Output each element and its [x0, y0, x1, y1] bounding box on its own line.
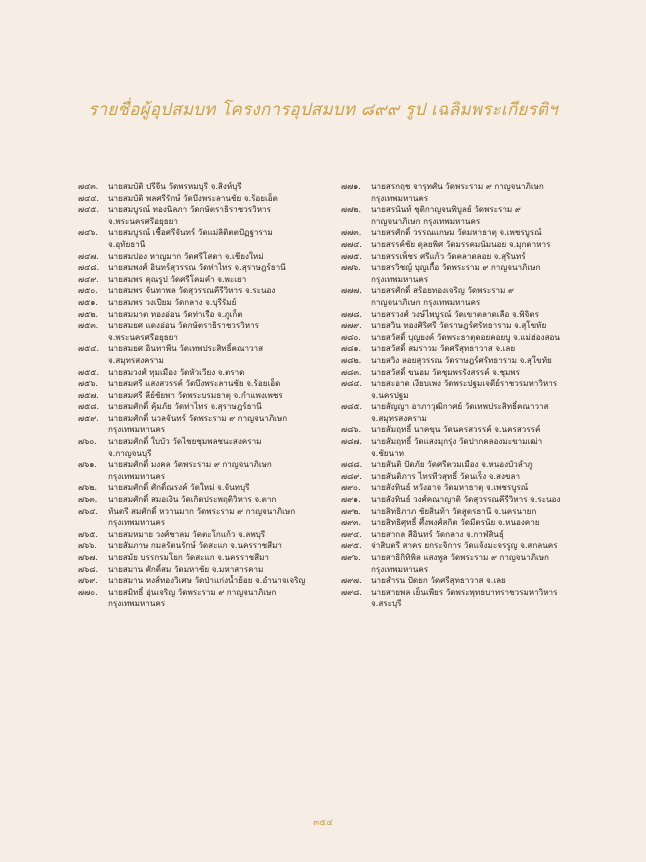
entry-line: กาญจนาภิเษก กรุงเทพมหานคร — [371, 296, 481, 307]
entry-line: นายสมมาต ทองอ่อน วัดท่าเรือ จ.ภูเก็ต — [108, 308, 243, 319]
entry-number: ๗๔๖. — [78, 227, 98, 238]
entry-number: ๗๕๔. — [78, 343, 99, 354]
entry-text — [371, 587, 601, 610]
entry-text — [108, 401, 330, 413]
entry-text — [371, 355, 601, 367]
list-item — [341, 181, 601, 204]
list-item — [78, 309, 330, 321]
entry-number: ๗๘๙. — [341, 470, 362, 481]
entry-text — [371, 251, 601, 263]
entry-line: นายสัญญา อาภาวุฒิกาศย์ วัดเทพประสิทธิ์คณาวาส — [371, 401, 549, 412]
list-item — [78, 343, 330, 366]
entry-text — [371, 471, 601, 483]
entry-line: นายสมศรี ลีย์ชัยพา วัดพระบรมธาตุ จ.กำแพงเพชร — [108, 389, 283, 400]
entry-text — [371, 401, 601, 424]
entry-text — [371, 575, 601, 587]
entry-line: กรุงเทพมหานคร — [371, 192, 429, 203]
entry-line: กรุงเทพมหานคร — [108, 517, 166, 528]
entry-line: จ.พระนครศรีอยุธยา — [108, 215, 178, 226]
entry-line: นายสันติ ปัดภัย วัดศรีตวมเมือง จ.หนองบัวลำภู — [371, 459, 533, 470]
entry-text — [108, 309, 330, 321]
entry-text — [108, 367, 330, 379]
entry-text — [371, 204, 601, 227]
list-item — [78, 506, 330, 529]
entry-text — [108, 575, 330, 587]
list-item — [341, 529, 601, 541]
list-item — [78, 587, 330, 610]
list-item — [78, 390, 330, 402]
entry-number: ๗๖๘. — [78, 563, 99, 574]
entry-line: นายสมาน หงส์ทองวิเศษ วัดป่าแก่งน้ำย้อย จ.อำนาจเจริญ — [108, 575, 306, 586]
list-item — [78, 251, 330, 263]
entry-line: จ.นครปฐม — [371, 389, 409, 400]
list-item — [341, 227, 601, 239]
entry-text — [108, 494, 330, 506]
entry-line: จ.สระบุรี — [371, 598, 402, 609]
entry-line: นายสมัย บรรกรมโยก วัดสะแก จ.นครราชสีมา — [108, 552, 269, 562]
entry-line: นายสมยศ แดงอ่อน วัดกษัตราธิราชวรวิหาร — [108, 320, 259, 331]
entry-number: ๗๗๔. — [341, 238, 362, 249]
entry-line: นายสรนันท์ ชุติกาญจนพิบูลย์ วัดพระราม ๙ — [371, 204, 521, 215]
entry-line: นายสมพร คุณรูป วัดศรีโคมคำ จ.พะเยา — [108, 273, 247, 284]
entry-line: นายสังทินธ์ หวังอาจ วัดมหาธาตุ จ.เพชรบูรณ์ — [371, 482, 529, 493]
entry-text — [108, 482, 330, 494]
list-item — [341, 494, 601, 506]
list-item — [341, 482, 601, 494]
entry-text — [371, 552, 601, 575]
list-item — [78, 401, 330, 413]
entry-number: ๗๙๖. — [341, 552, 361, 562]
entry-number: ๗๗๕. — [341, 250, 362, 261]
entry-line: นายสมบูรณ์ เชื้อศรีจันทร์ วัดแม่ลิดิตตปัฏฐาราม — [108, 227, 273, 238]
entry-line: นายสิทธิภาภ ชัยสิ่นท้า วัดสูตรธานี จ.นครนายก — [371, 505, 537, 516]
entry-line: นายสมหมาย วงศ์ชาลม วัดตะโกแก้ว จ.ลพบุรี — [108, 528, 266, 539]
list-item — [78, 227, 330, 250]
entry-line: นายสมวงศ์ ทุมเมือง วัดหัวเวียง จ.ตราด — [108, 366, 245, 377]
list-item — [78, 459, 330, 482]
list-item — [78, 529, 330, 541]
entry-number: ๗๕๒. — [78, 308, 99, 319]
entry-number: ๗๖๖. — [78, 540, 97, 551]
list-item — [341, 517, 601, 529]
entry-number: ๗๕๘. — [78, 401, 100, 412]
entry-number: ๗๕๕. — [78, 366, 99, 377]
entry-text — [371, 367, 601, 379]
entry-line: นายสรวงศ์ วงษ์ไพบูรณ์ วัดเขาตลาดเลือ จ.พิจิตร — [371, 308, 539, 319]
entry-number: ๗๖๑. — [78, 459, 97, 470]
list-item — [341, 506, 601, 518]
entry-number: ๗๘๐. — [341, 331, 361, 342]
list-item — [341, 343, 601, 355]
entry-text — [371, 506, 601, 518]
entry-number: ๗๗๗. — [341, 285, 362, 296]
list-item — [78, 575, 330, 587]
entry-text — [371, 320, 601, 332]
list-item — [341, 552, 601, 575]
entry-number: ๗๙๗. — [341, 575, 362, 586]
entry-text — [108, 378, 330, 390]
list-item — [78, 297, 330, 309]
list-item — [78, 494, 330, 506]
entry-text — [371, 332, 601, 344]
list-item — [78, 320, 330, 343]
entry-text — [108, 193, 330, 205]
entry-text — [371, 459, 601, 471]
entry-number: ๗๖๒. — [78, 482, 98, 493]
list-item — [341, 540, 601, 552]
entry-number: ๗๖๕. — [78, 528, 98, 539]
entry-line: นายสมศักดิ์ ศักดิ์ณรงค์ วัดใหม่ จ.จันทบุรี — [108, 482, 250, 493]
entry-text — [371, 181, 601, 204]
entry-text — [108, 506, 330, 529]
list-item — [341, 378, 601, 401]
entry-line: นายสมพร จันทาพล วัดสุวรรณคีรีวิหาร จ.ระนอง — [108, 285, 276, 296]
entry-number: ๗๔๓. — [78, 181, 99, 191]
entry-line: นายสมศักดิ์ มงคล วัดพระราม ๙ กาญจนาภิเษก — [108, 459, 272, 470]
list-item — [341, 575, 601, 587]
entry-text — [108, 552, 330, 564]
list-item — [341, 262, 601, 285]
entry-number: ๗๗๑. — [341, 181, 361, 191]
entry-number: ๗๙๒. — [341, 505, 361, 516]
entry-line: นายสังทินธ์ วงศ์คณาญาติ วัดสุวรรณคีรีวิหาร จ.ระนอง — [371, 494, 561, 505]
entry-line: จ.พระนครศรีอยุธยา — [108, 331, 178, 342]
entry-line: นายสิทธิศุทธิ์ ศึ้งพงศ์สกิต วัดมีตรนัย จ.หนองคาย — [371, 517, 540, 528]
entry-line: นายสวิง ลอยสุวรรณ วัดราษฎร์ศรัทธาราม จ.สุโขทัย — [371, 354, 552, 365]
entry-text — [371, 285, 601, 308]
entry-line: นายสมศักดิ์ นวลจันทร์ วัดพระราม ๙ กาญจนาภิเษก — [108, 412, 288, 423]
list-item — [341, 436, 601, 459]
entry-number: ๗๙๐. — [341, 482, 361, 493]
list-item — [78, 564, 330, 576]
entry-number: ๗๔๕. — [78, 204, 99, 215]
list-item — [78, 274, 330, 286]
entry-line: นายสัมภาษ กมลรัตนรักษ์ วัดสะแก จ.นครราชสีมา — [108, 540, 282, 551]
entry-text — [108, 274, 330, 286]
entry-number: ๗๖๙. — [78, 575, 98, 586]
list-item — [78, 552, 330, 564]
entry-number: ๗๗๖. — [341, 262, 361, 273]
entry-line: นายสรกฤช จารุทศัน วัดพระราม ๙ กาญจนาภิเษก — [371, 181, 544, 191]
entry-text — [371, 378, 601, 401]
list-item — [78, 367, 330, 379]
list-item — [341, 367, 601, 379]
list-item — [341, 285, 601, 308]
entry-line: นายสมยศ อินทาพีน วัดเทพประสิทธิ์คณาวาส — [108, 343, 264, 354]
entry-number: ๗๔๔. — [78, 192, 99, 203]
entry-line: กรุงเทพมหานคร — [371, 563, 429, 574]
entry-line: นายสมบัติ พลศรีรักษ์ วัดบึงพระลานชัย จ.ร้อยเอ็ด — [108, 192, 278, 203]
entry-number: ๗๕๗. — [78, 389, 99, 400]
list-item — [341, 401, 601, 424]
list-item — [78, 413, 330, 436]
list-item — [78, 540, 330, 552]
list-item — [78, 436, 330, 459]
entry-number: ๗๖๐. — [78, 436, 97, 447]
entry-text — [108, 204, 330, 227]
entry-line: จ่าสิบตรี สาคร ยกระจิการ วัดแจ้งมะจรรูญ จ.สกลนคร — [371, 540, 558, 551]
list-item — [341, 309, 601, 321]
entry-number: ๗๖๓. — [78, 494, 98, 505]
entry-line: นายสมบัติ ปรีจีน วัดพรหมบุรี จ.สิงห์บุรี — [108, 181, 242, 191]
entry-line: กรุงเทพมหานคร — [371, 273, 429, 284]
entry-number: ๗๕๑. — [78, 296, 98, 307]
entry-number: ๗๘๖. — [341, 424, 362, 435]
entry-line: นายสรศักดิ์ สร้อยทองเจริญ วัดพระราม ๙ — [371, 285, 514, 296]
entry-number: ๗๗๒. — [341, 204, 362, 215]
entry-text — [108, 262, 330, 274]
entry-line: นายสำรน ปัดยก วัดศรีสุทธาวาส จ.เลย — [371, 575, 506, 586]
entry-number: ๗๙๕. — [341, 540, 362, 551]
ordination-list-right — [341, 181, 601, 610]
entry-text — [108, 564, 330, 576]
entry-number: ๗๕๖. — [78, 378, 98, 389]
entry-text — [108, 390, 330, 402]
entry-number: ๗๔๙. — [78, 273, 99, 284]
entry-line: กาญจนาภิเษก กรุงเทพมหานคร — [371, 215, 481, 226]
entry-number: ๗๕๐. — [78, 285, 98, 296]
entry-line: นายสะอาด เงียบเพง วัดพระปฐมเจดีย์ราชวรมหาวิหาร — [371, 378, 558, 389]
entry-line: นายสัมฤทธิ์ นาคขุน วัดนครสวรรค์ จ.นครสวรรค์ — [371, 424, 541, 435]
entry-line: นายสายพล เย็นเพียร วัดพระพุทธบาทราชวรมหาวิหาร — [371, 586, 558, 597]
entry-text — [371, 540, 601, 552]
entry-text — [371, 227, 601, 239]
entry-line: นายสมพงศ์ อินทร์สุวรรณ วัดท่าไทร จ.สุราษฎร์ธานี — [108, 262, 286, 273]
entry-text — [108, 540, 330, 552]
entry-number: ๗๙๓. — [341, 517, 362, 528]
list-item — [78, 285, 330, 297]
entry-text — [371, 309, 601, 321]
entry-line: จ.อุทัยธานี — [108, 238, 146, 249]
entry-line: นายสวัสดิ์ ขนอม วัดชุมพรรังสรรค์ จ.ชุมพร — [371, 366, 520, 377]
entry-text — [108, 297, 330, 309]
list-item — [78, 262, 330, 274]
entry-line: นายสมิทธิ์ อุ่นเจริญ วัดพระราม ๙ กาญจนาภิเษก — [108, 586, 277, 597]
entry-number: ๗๔๗. — [78, 250, 99, 261]
list-item — [341, 424, 601, 436]
entry-text — [108, 529, 330, 541]
list-item — [341, 459, 601, 471]
entry-line: นายสากล สีอินทร์ วัดกลาง จ.กาฬสินธุ์ — [371, 528, 504, 539]
entry-line: นายสัมฤทธิ์ วัดแสงมุกรุ่ง วัดปากคลองมะขามเฒ่า — [371, 436, 543, 447]
list-item — [78, 181, 330, 193]
entry-line: นายสมพร วงเปียม วัดกลาง จ.บุรีรัมย์ — [108, 296, 237, 307]
entry-text — [371, 343, 601, 355]
entry-text — [371, 262, 601, 285]
page-number: ๓๕๔ — [313, 818, 333, 828]
entry-number: ๗๗๙. — [341, 320, 362, 331]
entry-text — [108, 459, 330, 482]
entry-line: นายสรศักดิ์ วรรณแกษม วัดมหาธาตุ จ.เพชรบูรณ์ — [371, 227, 542, 238]
entry-number: ๗๗๘. — [341, 308, 362, 319]
entry-text — [371, 494, 601, 506]
entry-line: กรุงเทพมหานคร — [108, 598, 166, 609]
entry-line: นายสวัสดิ์ สมราวม วัดศรีสุทธาวาส จ.เลย — [371, 343, 516, 354]
entry-line: นายสาธิกิทิพิล แสงพูล วัดพระราม ๙ กาญจนาภิเษก — [371, 552, 549, 562]
entry-line: นายสันติภาร ไทรทีวสุทธิ์ วัดนเร็ง จ.สงขลา — [371, 470, 520, 481]
entry-text — [108, 413, 330, 436]
entry-text — [371, 424, 601, 436]
entry-line: จ.สมุทรสงคราม — [108, 354, 164, 365]
entry-number: ๗๗๐. — [78, 586, 98, 597]
entry-number: ๗๖๔. — [78, 505, 98, 516]
entry-text — [108, 320, 330, 343]
entry-text — [371, 517, 601, 529]
list-item — [341, 320, 601, 332]
entry-number: ๗๙๔. — [341, 528, 362, 539]
entry-text — [371, 482, 601, 494]
entry-line: นายสวัสดิ์ บุญยงค์ วัดพระธาตุดอยคอยบู จ.แม่ฮ่องสอน — [371, 331, 560, 342]
entry-text — [371, 529, 601, 541]
entry-line: นายสมศักดิ์ ใบบัว วัดไชยชุมพลชนะสงคราม — [108, 436, 262, 447]
entry-text — [108, 181, 330, 193]
entry-number: ๗๘๔. — [341, 378, 363, 389]
entry-text — [108, 587, 330, 610]
entry-number: ๗๘๗. — [341, 436, 362, 447]
list-item — [341, 355, 601, 367]
entry-text — [108, 436, 330, 459]
entry-line: นายสมศักดิ์ คุ้มภัย วัดท่าไทร จ.สุราษฎร์ธานี — [108, 401, 262, 412]
entry-line: นายสรวิชญ์ บุญเกื้อ วัดพระราม ๙ กาญจนาภิเษก — [371, 262, 541, 273]
list-item — [78, 193, 330, 205]
entry-text — [108, 285, 330, 297]
entry-text — [371, 436, 601, 459]
entry-line: กรุงเทพมหานคร — [108, 424, 166, 435]
entry-line: นายสรรเพ็ชร ศรีแก้ว วัดคลาดลอย จ.สุรินทร์ — [371, 250, 526, 261]
entry-line: ทันตรี สมศักดิ์ หวานมาก วัดพระราม ๙ กาญจนาภิเษก — [108, 505, 296, 516]
entry-line: นายสมาน ศักดิ์สม วัดมหาชัย จ.มหาสารคาม — [108, 563, 264, 574]
entry-line: จ.กาญจนบุรี — [108, 447, 152, 458]
entry-line: นายสมปอง หาญมาก วัดศรีโสดา จ.เชียงใหม่ — [108, 250, 264, 261]
entry-number: ๗๙๘. — [341, 586, 362, 597]
list-item — [78, 378, 330, 390]
list-item — [341, 332, 601, 344]
entry-line: กรุงเทพมหานคร — [108, 470, 166, 481]
list-item — [78, 204, 330, 227]
entry-line: นายสวิน ทองศิริศรี วัดราษฎร์ศรัทธาราม จ.สุโขทัย — [371, 320, 547, 331]
entry-number: ๗๗๓. — [341, 227, 362, 238]
entry-line: นายสมศักดิ์ สมอเงิน วัดเกิดประพฤติวิหาร จ.ตาก — [108, 494, 277, 505]
ordination-list-left — [78, 181, 330, 610]
list-item — [341, 587, 601, 610]
entry-line: นายสมบูรณ์ ทองนิลภา วัดกษัตราธิราชวรวิหาร — [108, 204, 271, 215]
entry-line: จ.ชัยนาท — [371, 447, 404, 458]
entry-text — [108, 227, 330, 250]
list-item — [341, 251, 601, 263]
list-item — [341, 204, 601, 227]
entry-text — [108, 343, 330, 366]
entry-text — [371, 239, 601, 251]
list-item — [78, 482, 330, 494]
entry-line: จ.สมุทรสงคราม — [371, 412, 427, 423]
entry-number: ๗๘๒. — [341, 354, 362, 365]
entry-line: นายสมศรี แสงสวรรค์ วัดบึงพระลานชัย จ.ร้อยเอ็ด — [108, 378, 281, 389]
entry-number: ๗๘๓. — [341, 366, 362, 377]
entry-number: ๗๖๗. — [78, 552, 98, 562]
entry-text — [108, 251, 330, 263]
entry-number: ๗๘๑. — [341, 343, 362, 354]
entry-number: ๗๕๓. — [78, 320, 99, 331]
entry-number: ๗๘๘. — [341, 459, 363, 470]
list-item — [341, 239, 601, 251]
entry-number: ๗๕๙. — [78, 412, 99, 423]
entry-line: นายสรรค์ชัย ดุลยพิศ วัดมรรคมนัมนอย จ.มุกดาหาร — [371, 238, 551, 249]
list-item — [341, 471, 601, 483]
entry-number: ๗๘๕. — [341, 401, 363, 412]
page-title: รายชื่อผู้อุปสมบท โครงการอุปสมบท ๘๙๙ รูป เฉลิมพระเกียรติฯ — [88, 100, 558, 120]
entry-number: ๗๙๑. — [341, 494, 361, 505]
entry-number: ๗๔๘. — [78, 262, 100, 273]
